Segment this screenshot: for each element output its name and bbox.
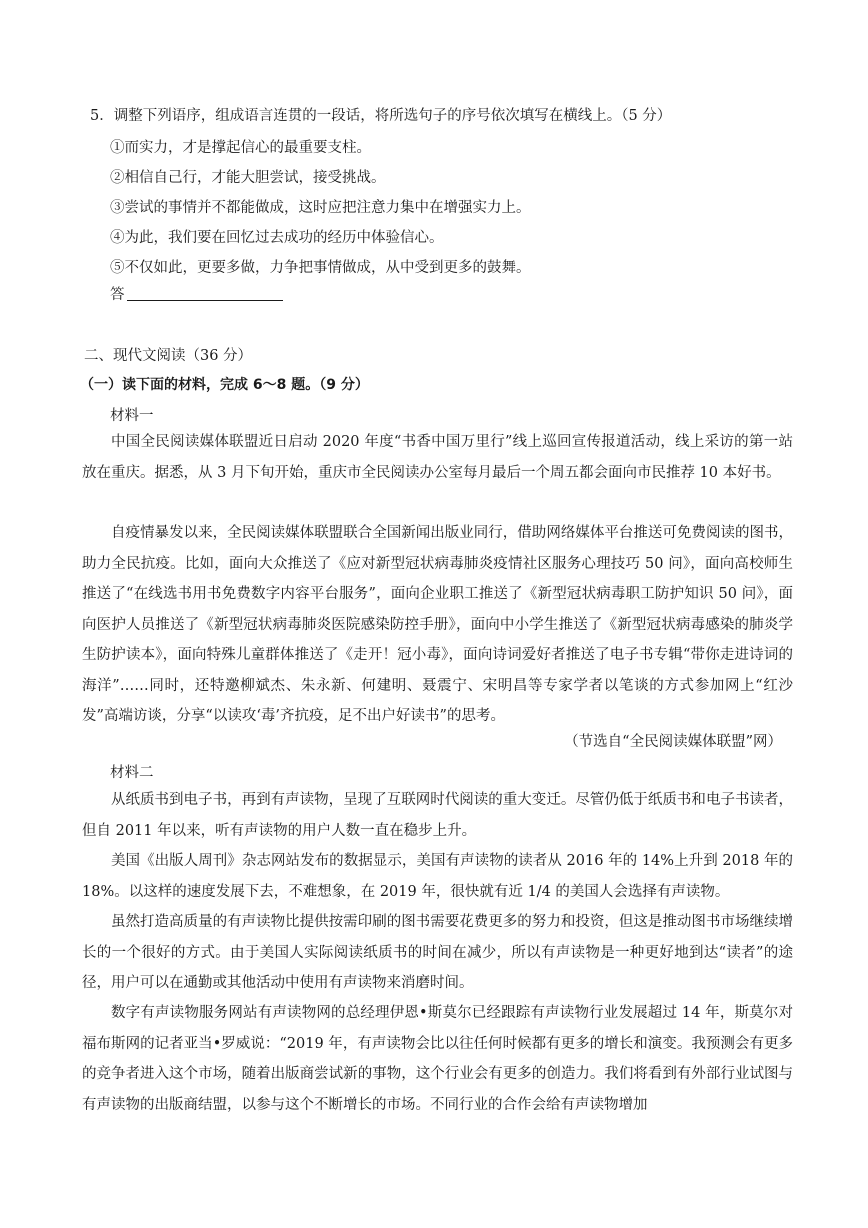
option-2: ②相信自己行，才能大胆尝试，接受挑战。 [110,170,386,186]
option-4: ④为此，我们要在回忆过去成功的经历中体验信心。 [110,230,444,246]
material-2-label: 材料二 [110,765,154,781]
subsection-title: （一）读下面的材料，完成 6～8 题。（9 分） [80,377,369,393]
answer-blank[interactable] [127,284,283,301]
option-3: ③尝试的事情并不都能做成，这时应把注意力集中在增强实力上。 [110,200,531,216]
material-2-paragraph: 虽然打造高质量的有声读物比提供按需印刷的图书需要花费更多的努力和投资，但这是推动图书市场继续增长的一个很好的方式。由于美国人实际阅读纸质书的时间在减少，所以有声读物是一种更好地到达“读者”的途径，用户可以在通勤或其他活动中使用有声读物来消磨时间。 [82,914,793,991]
material-1-paragraph: 自疫情暴发以来，全民阅读媒体联盟联合全国新闻出版业同行，借助网络媒体平台推送可免费阅读的图书，助力全民抗疫。比如，面向大众推送了《应对新型冠状病毒肺炎疫情社区服务心理技巧 50 问》，面向高校师生推送了“在线选书用书免费数字内容平台服务”，面向企业职工推送了《新型冠状病毒职工防护知识 50 问》，面向医护人员推送了《新型冠状病毒肺炎医院感染防控手册》，面向中小学生推送了《新型冠状病毒感染的肺炎学生防护读本》，面向特殊儿童群体推送了《走开！冠小毒》，面向诗词爱好者推送了电子书专辑“带你走进诗词的海洋”……同时，还特邀柳斌杰、朱永新、何建明、聂震宁、宋明昌等专家学者以笔谈的方式参加网上“红沙发”高端访谈，分享“以读攻‘毒’齐抗疫，足不出户好读书”的思考。 [82,525,793,724]
answer-label: 答 [110,287,125,303]
question-5-title: 5．调整下列语序，组成语言连贯的一段话，将所选句子的序号依次填写在横线上。（5 分） [90,108,672,124]
option-1: ①而实力，才是撑起信心的最重要支柱。 [110,140,371,156]
material-2-paragraph: 美国《出版人周刊》杂志网站发布的数据显示，美国有声读物的读者从 2016 年的 14%上升到 2018 年的 18%。以这样的速度发展下去，不难想象，在 2019 年，很快就有近 1/4 的美国人会选择有声读物。 [82,853,793,900]
material-2-paragraph: 数字有声读物服务网站有声读物网的总经理伊恩•斯莫尔已经跟踪有声读物行业发展超过 14 年，斯莫尔对福布斯网的记者亚当•罗威说：“2019 年，有声读物会比以往任何时候都有更多的增长和演变。我预测会有更多的竞争者进入这个市场，随着出版商尝试新的事物，这个行业会有更多的创造力。我们将看到有外部行业试图与有声读物的出版商结盟，以参与这个不断增长的市场。不同行业的合作会给有声读物增加 [82,1005,793,1113]
section-title: 二、现代文阅读（36 分） [84,348,253,364]
answer-line [110,283,283,304]
material-1-paragraph: 中国全民阅读媒体联盟近日启动 2020 年度“书香中国万里行”线上巡回宣传报道活动，线上采访的第一站放在重庆。据悉，从 3 月下旬开始，重庆市全民阅读办公室每月最后一个周五都会面向市民推荐 10 本好书。 [82,434,793,481]
material-1-source: （节选自“全民阅读媒体联盟”网） [564,734,782,750]
material-1-label: 材料一 [110,408,154,424]
material-2-paragraph: 从纸质书到电子书，再到有声读物，呈现了互联网时代阅读的重大变迁。尽管仍低于纸质书和电子书读者，但自 2011 年以来，听有声读物的用户人数一直在稳步上升。 [82,792,793,839]
option-5: ⑤不仅如此，更要多做，力争把事情做成，从中受到更多的鼓舞。 [110,260,531,276]
